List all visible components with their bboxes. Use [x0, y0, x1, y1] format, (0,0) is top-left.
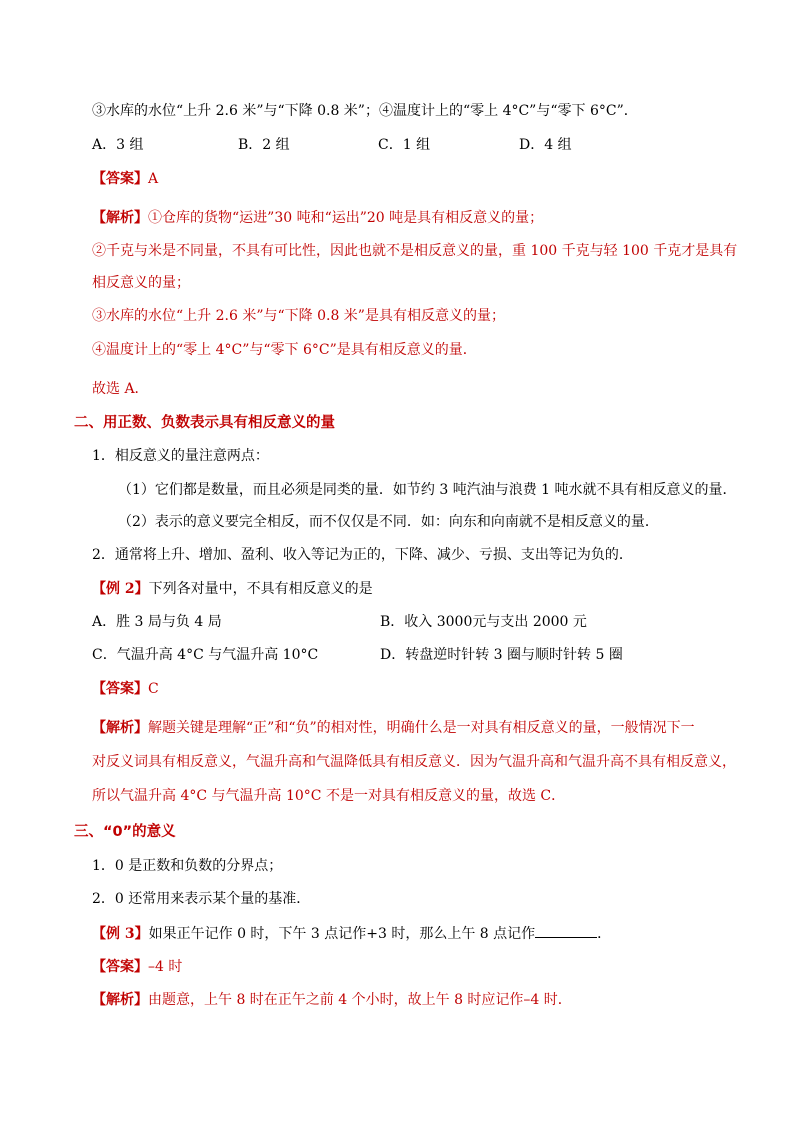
answer-value: –4 时	[148, 959, 183, 975]
example-tag: 【例 3】	[92, 926, 149, 942]
answer-tag: 【答案】	[92, 171, 148, 187]
option-a: A．3 组	[92, 137, 144, 153]
analysis-line-1	[92, 208, 543, 228]
analysis-line-3: 相反意义的量；	[92, 275, 190, 291]
analysis-row	[92, 990, 572, 1010]
example-row	[92, 579, 373, 599]
answer-blank[interactable]	[535, 923, 597, 938]
analysis-line-3: 所以气温升高 4°C 与气温升高 10°C 不是一对具有相反意义的量，故选 C．	[92, 788, 566, 804]
list-item: 1．0 是正数和负数的分界点；	[92, 858, 283, 874]
analysis-line-1	[92, 718, 695, 738]
analysis-line-2: ②千克与米是不同量，不具有可比性，因此也就不是相反意义的量，重 100 千克与轻 100 千克才是具有	[92, 243, 738, 259]
analysis-line-4: ③水库的水位“上升 2.6 米”与“下降 0.8 米”是具有相反意义的量；	[92, 308, 505, 324]
example-tag: 【例 2】	[92, 581, 149, 597]
analysis-line-5: ④温度计上的“零上 4°C”与“零下 6°C”是具有相反意义的量．	[92, 342, 477, 358]
option-d: D．转盘逆时针转 3 圈与顺时针转 5 圈	[380, 647, 623, 663]
analysis-tag: 【解析】	[92, 992, 148, 1008]
analysis-text: 由题意，上午 8 时在正午之前 4 个小时，故上午 8 时应记作–4 时．	[148, 992, 572, 1008]
option-b: B．收入 3000元与支出 2000 元	[380, 614, 587, 630]
example-end: ．	[597, 926, 612, 942]
answer-tag: 【答案】	[92, 681, 148, 697]
list-item: （2）表示的意义要完全相反，而不仅仅是不同．如：向东和向南就不是相反意义的量．	[118, 514, 659, 530]
example-text: 如果正午记作 0 时，下午 3 点记作+3 时，那么上午 8 点记作	[148, 926, 536, 942]
list-item: 2．0 还常用来表示某个量的基准．	[92, 891, 311, 907]
conclusion: 故选 A．	[92, 381, 149, 397]
answer-row	[92, 679, 159, 699]
analysis-tag: 【解析】	[92, 720, 148, 736]
analysis-tag: 【解析】	[92, 210, 148, 226]
example-text: 下列各对量中，不具有相反意义的是	[148, 581, 373, 597]
analysis-text: ①仓库的货物“运进”30 吨和“运出”20 吨是具有相反意义的量；	[148, 210, 544, 226]
analysis-line-2: 对反义词具有相反意义，气温升高和气温降低具有相反意义．因为气温升高和气温升高不具有相反意义，	[92, 754, 736, 770]
section-title: 三、“0”的意义	[74, 824, 176, 840]
example-row	[92, 923, 611, 944]
list-item: （1）它们都是数量，而且必须是同类的量．如节约 3 吨汽油与浪费 1 吨水就不具有相反意义的量．	[118, 482, 737, 498]
option-a: A．胜 3 局与负 4 局	[92, 614, 222, 630]
option-d: D．4 组	[519, 137, 572, 153]
answer-value: A	[148, 171, 159, 187]
answer-row	[92, 169, 158, 189]
option-c: C．气温升高 4°C 与气温升高 10°C	[92, 647, 319, 663]
option-c: C．1 组	[378, 137, 431, 153]
section-title: 二、用正数、负数表示具有相反意义的量	[74, 415, 335, 431]
list-item: 2．通常将上升、增加、盈利、收入等记为正的，下降、减少、亏损、支出等记为负的．	[92, 547, 633, 563]
question-line: ③水库的水位“上升 2.6 米”与“下降 0.8 米”；④温度计上的“零上 4°C”与“零下 6°C”．	[92, 103, 638, 119]
answer-row	[92, 957, 182, 977]
answer-value: C	[148, 681, 159, 697]
answer-tag: 【答案】	[92, 959, 148, 975]
analysis-text: 解题关键是理解“正”和“负”的相对性，明确什么是一对具有相反意义的量，一般情况下一	[148, 720, 695, 736]
option-b: B．2 组	[238, 137, 290, 153]
list-item: 1．相反意义的量注意两点：	[92, 448, 269, 464]
